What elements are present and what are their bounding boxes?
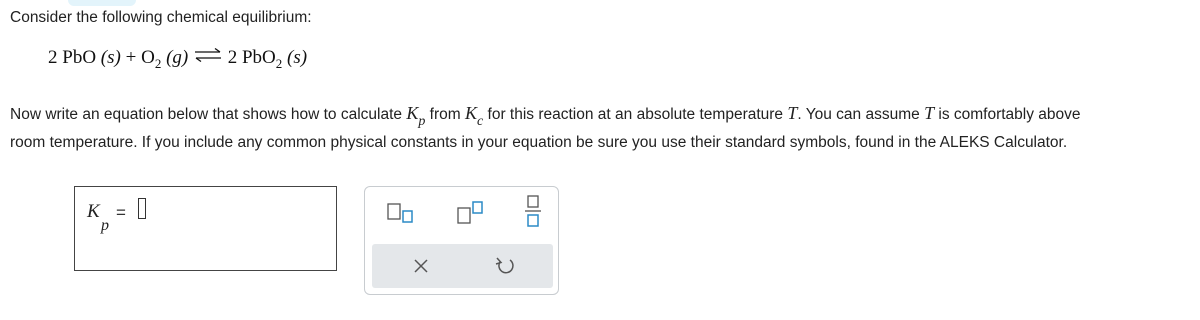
coefficient-3: 2 bbox=[227, 47, 238, 68]
answer-input-box[interactable] bbox=[74, 186, 337, 271]
superscript-icon bbox=[451, 197, 491, 231]
coefficient-1: 2 bbox=[48, 47, 58, 68]
state-solid-1: (s) bbox=[100, 47, 121, 68]
temperature-symbol: T bbox=[787, 103, 798, 123]
plus-sign: + bbox=[125, 47, 137, 68]
clear-button[interactable] bbox=[404, 251, 438, 281]
fraction-button[interactable] bbox=[513, 193, 553, 227]
answer-input-cursor[interactable] bbox=[138, 198, 146, 219]
equilibrium-arrows-icon bbox=[194, 48, 222, 62]
superscript-button[interactable] bbox=[451, 197, 491, 231]
prompt-line-1: Now write an equation below that shows how to calculate $K_p$ from $K_c$ for this reaction at an absolute temperature T. You can assume T is comfortably above bbox=[10, 103, 1081, 129]
undo-icon bbox=[488, 251, 522, 281]
chemical-equation bbox=[48, 47, 307, 69]
top-tab-indicator bbox=[68, 0, 136, 6]
species-o2: $O_2$ bbox=[141, 47, 162, 71]
temperature-symbol-2: T bbox=[924, 103, 935, 123]
prompt-line-2: room temperature. If you include any common physical constants in your equation be sure you use their standard symbols, found in the ALEKS Calculator. bbox=[10, 134, 1068, 151]
equals-sign: = bbox=[116, 203, 126, 222]
species-pbo2: PbO$_2$ bbox=[241, 47, 283, 71]
undo-button[interactable] bbox=[488, 251, 522, 281]
subscript-button[interactable] bbox=[381, 197, 421, 231]
question-prompt bbox=[10, 99, 1195, 157]
palette-action-bar bbox=[372, 244, 553, 288]
answer-lhs-k: K bbox=[87, 201, 100, 222]
math-palette bbox=[364, 186, 559, 295]
intro-text: Consider the following chemical equilibrium: bbox=[10, 9, 312, 26]
kc-symbol: K bbox=[464, 103, 477, 123]
state-solid-2: (s) bbox=[287, 47, 308, 68]
fraction-icon bbox=[513, 193, 553, 233]
answer-lhs-subscript: p bbox=[101, 217, 109, 234]
close-icon bbox=[404, 251, 438, 281]
subscript-icon bbox=[381, 197, 421, 231]
state-gas: (g) bbox=[166, 47, 189, 68]
kp-symbol: K bbox=[406, 103, 419, 123]
species-pbo: PbO bbox=[62, 47, 97, 68]
